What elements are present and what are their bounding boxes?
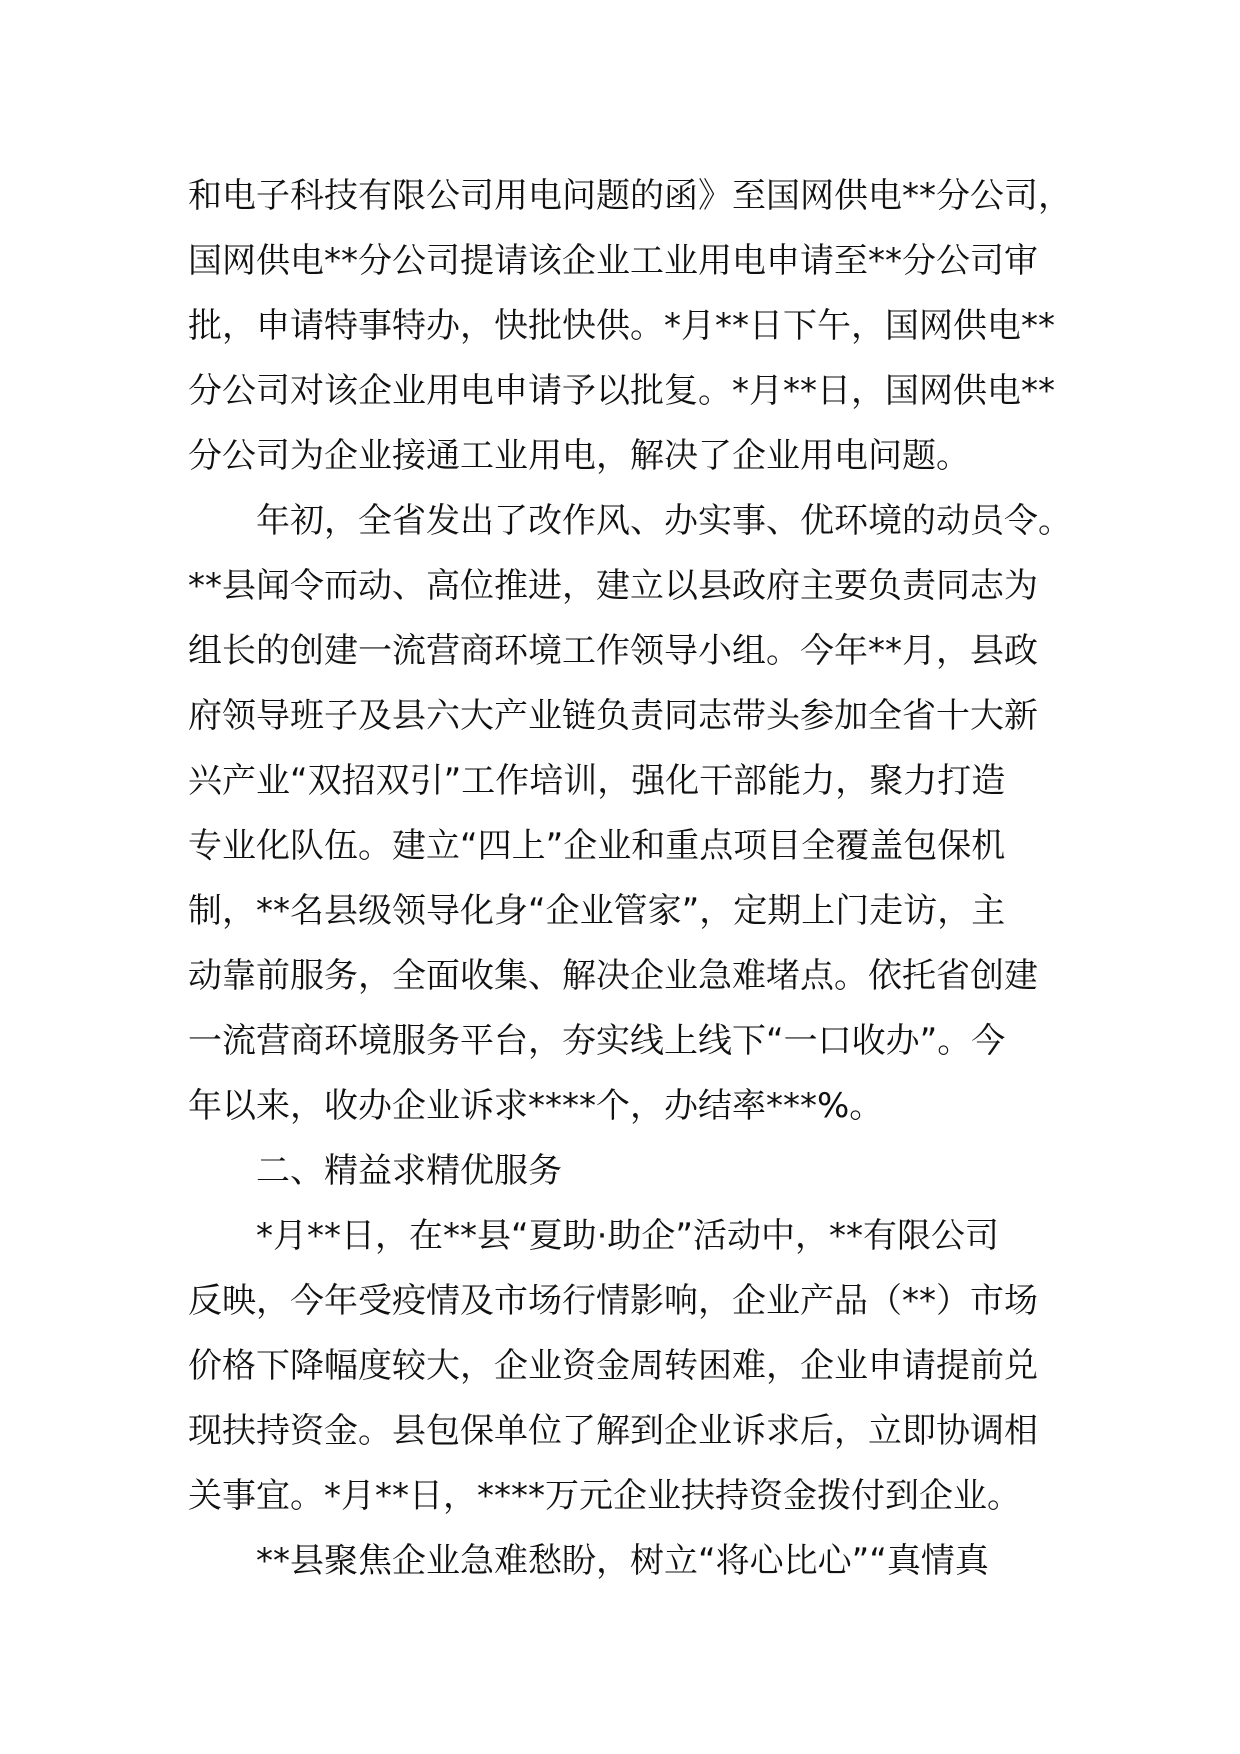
document-body (188, 164, 1072, 1594)
text-line: 反映，今年受疫情及市场行情影响，企业产品（**）市场 (188, 1281, 1038, 1321)
text-line: **县闻令而动、高位推进，建立以县政府主要负责同志为 (188, 566, 1038, 606)
text-line: 制，**名县级领导化身“企业管家”，定期上门走访，主 (188, 891, 1006, 931)
text-line: 批，申请特事特办，快批快供。*月**日下午，国网供电** (188, 306, 1055, 346)
text-line: 动靠前服务，全面收集、解决企业急难堵点。依托省创建 (188, 956, 1038, 996)
text-line: 国网供电**分公司提请该企业工业用电申请至**分公司审 (188, 241, 1038, 281)
text-line: 年以来，收办企业诉求****个，办结率***%。 (188, 1086, 884, 1126)
paragraph-start-line: **县聚焦企业急难愁盼，树立“将心比心”“真情真 (256, 1541, 989, 1581)
text-line: 一流营商环境服务平台，夯实线上线下“一口收办”。今 (188, 1021, 1006, 1061)
paragraph-start-line: 年初，全省发出了改作风、办实事、优环境的动员令。 (256, 501, 1072, 541)
text-line: 分公司对该企业用电申请予以批复。*月**日，国网供电** (188, 371, 1055, 411)
text-line: 组长的创建一流营商环境工作领导小组。今年**月，县政 (188, 631, 1038, 671)
text-line: 专业化队伍。建立“四上”企业和重点项目全覆盖包保机 (188, 826, 1006, 866)
text-line: 价格下降幅度较大，企业资金周转困难，企业申请提前兑 (188, 1346, 1038, 1386)
paragraph-start-line: *月**日，在**县“夏助·助企”活动中，**有限公司 (256, 1216, 1000, 1256)
text-line: 现扶持资金。县包保单位了解到企业诉求后，立即协调相 (188, 1411, 1038, 1451)
section-heading: 二、精益求精优服务 (256, 1151, 562, 1191)
text-line: 关事宜。*月**日，****万元企业扶持资金拨付到企业。 (188, 1476, 1021, 1516)
text-line: 分公司为企业接通工业用电，解决了企业用电问题。 (188, 436, 970, 476)
text-line: 兴产业“双招双引”工作培训，强化干部能力，聚力打造 (188, 761, 1006, 801)
text-line: 府领导班子及县六大产业链负责同志带头参加全省十大新 (188, 696, 1038, 736)
text-line: 和电子科技有限公司用电问题的函》至国网供电**分公司， (188, 176, 1072, 216)
